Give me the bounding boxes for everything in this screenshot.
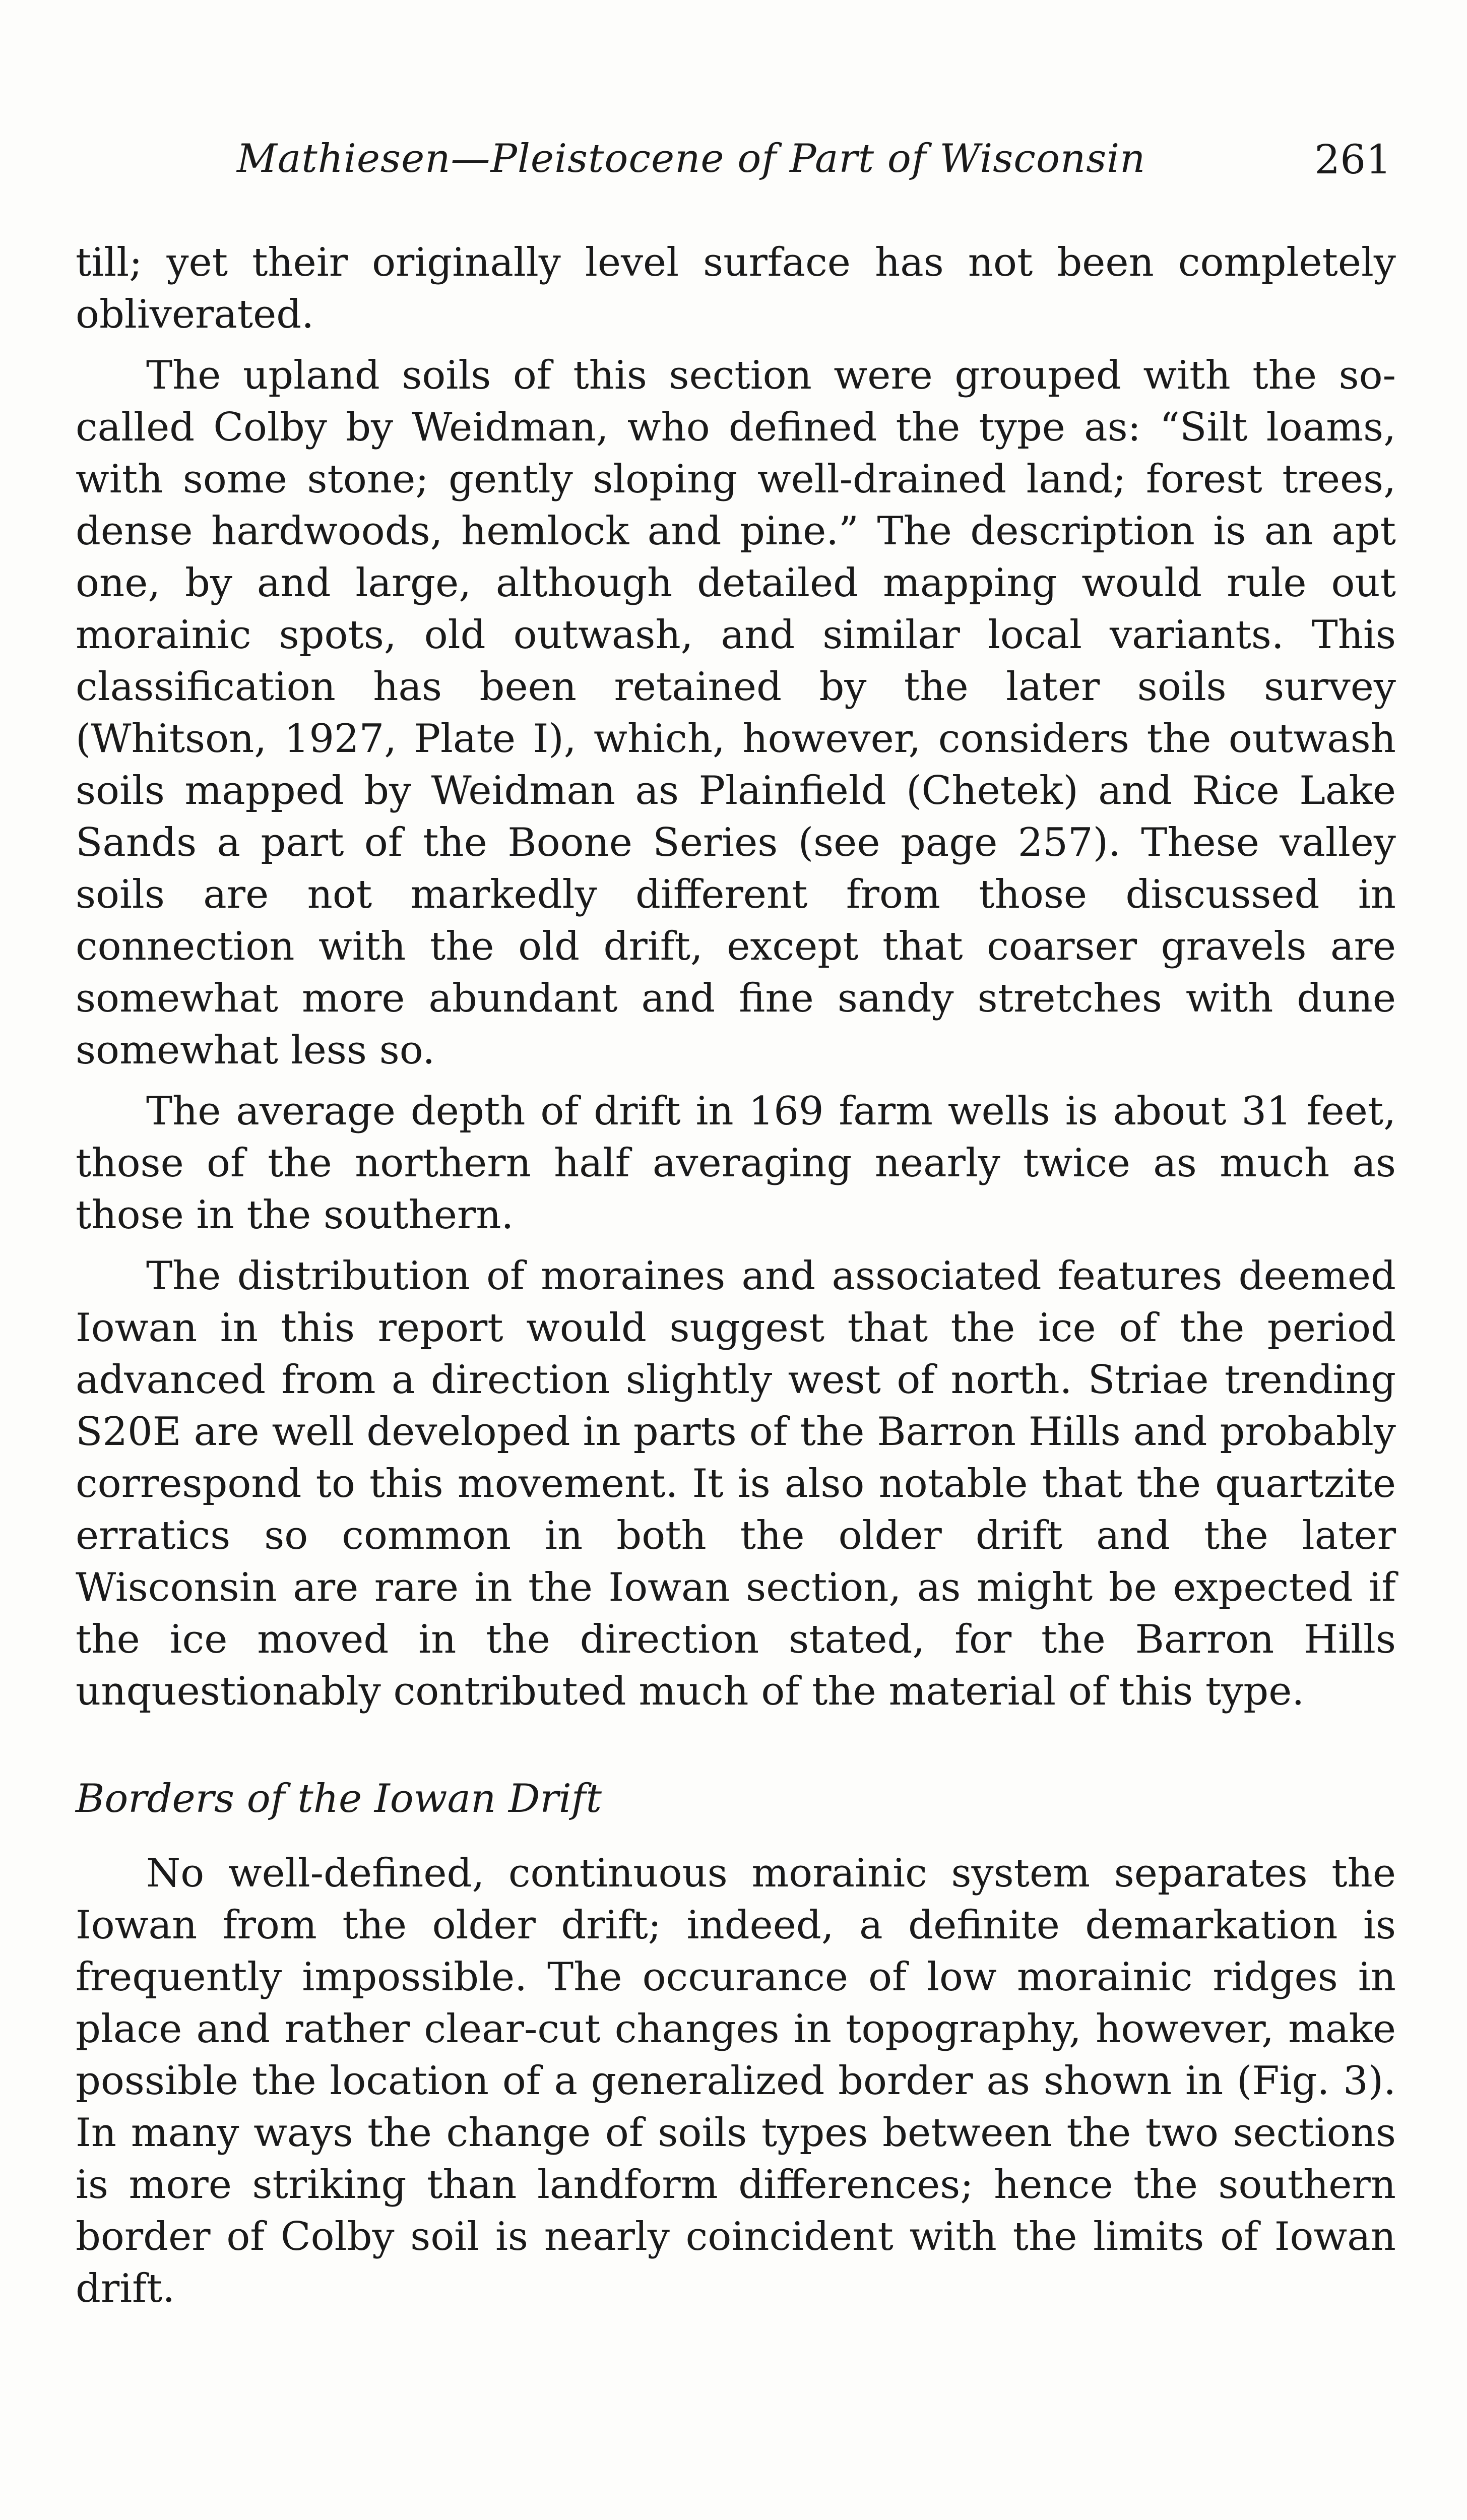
running-title: Mathiesen—Pleistocene of Part of Wisconsin [237, 136, 1146, 181]
paragraph-continued: till; yet their originally level surface has not been completely obliverated. [76, 240, 1396, 337]
paragraph-iowan-border: No well-defined, continuous morainic system separates the Iowan from the older drift; indeed, a definite demarkation is frequently impossible. The occurance of low morainic ridges in place and rather clear-cut changes in topography, however, make possible the location of a generalized border as shown in (Fig. 3). In many ways the change of soils types between the two sections is more striking than landform differences; hence the southern border of Colby soil is nearly coincident with the limits of Iowan drift. [76, 1851, 1396, 2311]
paragraph-drift-depth: The average depth of drift in 169 farm wells is about 31 feet, those of the northern half averaging nearly twice as much as those in the southern. [76, 1089, 1396, 1238]
paragraph-moraine-distribution: The distribution of moraines and associated features deemed Iowan in this report would suggest that the ice of the period advanced from a direction slightly west of north. Striae trending S20E are well developed in parts of the Barron Hills and probably correspond to this movement. It is also notable that the quartzite erratics so common in both the older drift and the later Wisconsin are rare in the Iowan section, as might be expected if the ice moved in the direction stated, for the Barron Hills unquestionably contributed much of the material of this type. [76, 1253, 1396, 1714]
page-number: 261 [1314, 136, 1391, 183]
running-head [76, 136, 1391, 192]
paragraph-upland-soils: The upland soils of this section were grouped with the so-called Colby by Weidman, who defined the type as: “Silt loams, with some stone; gently sloping well-drained land; forest trees, dense hardwoods, hemlock and pine.” The description is an apt one, by and large, although detailed mapping would rule out morainic spots, old outwash, and similar local variants. This classification has been retained by the later soils survey (Whitson, 1927, Plate I), which, however, considers the outwash soils mapped by Weidman as Plainfield (Chetek) and Rice Lake Sands a part of the Boone Series (see page 257). These valley soils are not markedly different from those discussed in connection with the old drift, except that coarser gravels are somewhat more abundant and fine sandy stretches with dune somewhat less so. [76, 353, 1396, 1073]
body-text [76, 237, 1396, 2324]
section-heading: Borders of the Iowan Drift [76, 1776, 602, 1821]
